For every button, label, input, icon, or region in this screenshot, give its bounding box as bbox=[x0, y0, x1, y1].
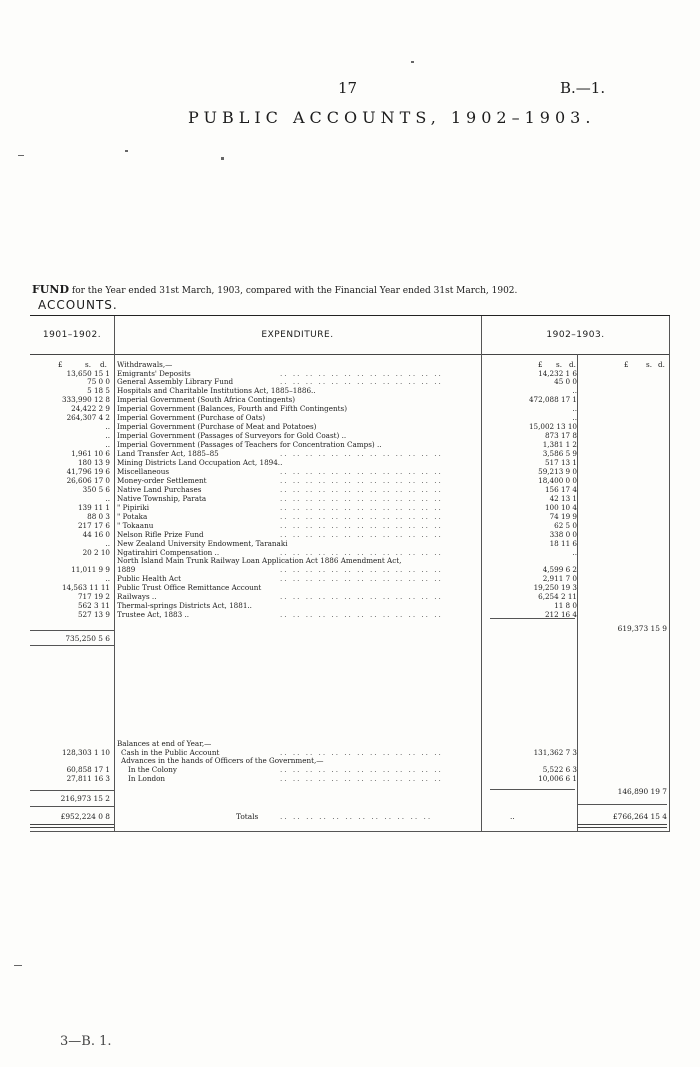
previous-year-amount: 350 5 6 bbox=[82, 484, 110, 494]
table-row bbox=[30, 531, 670, 540]
previous-year-amount: 128,303 1 10 bbox=[61, 747, 110, 757]
current-year-amount: 472,088 17 1 bbox=[528, 395, 577, 405]
row-description: In London bbox=[128, 774, 166, 784]
previous-year-amount: 13,650 15 1 bbox=[66, 368, 110, 378]
double-rule bbox=[30, 827, 114, 828]
previous-year-amount: 60,858 17 1 bbox=[66, 765, 110, 775]
row-description: Nelson Rifle Prize Fund bbox=[117, 529, 204, 539]
current-year-amount: 42 13 1 bbox=[549, 493, 577, 503]
current-year-amount: 10,006 6 1 bbox=[538, 774, 577, 784]
row-description: Imperial Government (Purchase of Oats) bbox=[117, 413, 266, 423]
previous-year-amount: .. bbox=[105, 574, 110, 584]
row-description: Ngatirahiri Compensation .. bbox=[117, 547, 220, 557]
previous-year-amount: 24,422 2 9 bbox=[71, 404, 110, 414]
leader-dots: .. .. .. .. .. .. .. .. .. .. .. .. .. bbox=[280, 450, 443, 459]
previous-year-amount: 88 0 3 bbox=[87, 511, 110, 521]
table-row bbox=[30, 522, 670, 531]
balances-total-current: 146,890 19 7 bbox=[617, 787, 667, 796]
previous-year-amount: 14,563 11 11 bbox=[61, 583, 110, 593]
current-year-amount: 18 11 6 bbox=[549, 538, 577, 548]
leader-dots: .. .. .. .. .. .. .. .. .. .. .. .. .. bbox=[280, 530, 443, 539]
pence-header: d. bbox=[658, 360, 665, 369]
double-rule bbox=[30, 824, 114, 825]
previous-year-amount: 217 17 6 bbox=[77, 520, 110, 530]
scan-speck bbox=[411, 61, 414, 63]
grand-total-previous: £952,224 0 8 bbox=[60, 812, 110, 821]
current-year-amount: 11 8 0 bbox=[554, 601, 577, 611]
previous-year-amount: 75 0 0 bbox=[87, 377, 110, 387]
pence-header: d. bbox=[569, 360, 576, 369]
scan-speck bbox=[221, 157, 224, 160]
current-year-amount: .. bbox=[572, 547, 577, 557]
balances-total-previous: 216,973 15 2 bbox=[60, 794, 110, 803]
leader-dots: .. .. .. .. .. .. .. .. .. .. .. .. bbox=[280, 812, 433, 821]
leader-dots: .. .. .. .. .. .. .. .. .. .. .. .. .. bbox=[280, 548, 443, 557]
previous-year-amount: 180 13 9 bbox=[77, 458, 110, 467]
document-reference: B.—1. bbox=[560, 79, 606, 97]
table-row bbox=[30, 513, 670, 522]
shilling-header: s. bbox=[556, 360, 562, 369]
previous-year-amount: 41,796 19 6 bbox=[66, 466, 110, 476]
expenditure-table bbox=[30, 315, 670, 832]
pound-header: £ bbox=[538, 360, 543, 369]
previous-year-amount: 20 2 10 bbox=[82, 547, 110, 557]
leader-dots: .. .. .. .. .. .. .. .. .. .. .. .. .. bbox=[280, 575, 443, 584]
subtotal-rule bbox=[30, 645, 114, 646]
leader-dots: .. .. .. .. .. .. .. .. .. .. .. .. .. bbox=[280, 485, 443, 494]
pound-header: £ bbox=[58, 360, 63, 369]
current-year-amount: 100 10 4 bbox=[544, 502, 577, 512]
previous-year-amount: .. bbox=[105, 493, 110, 503]
previous-year-amount: .. bbox=[105, 422, 110, 432]
current-year-amount: 1,381 1 2 bbox=[542, 440, 577, 450]
current-year-amount: 2,911 7 0 bbox=[542, 574, 577, 584]
column-header-1902-1903: 1902–1903. bbox=[481, 316, 670, 355]
grand-total-current: £766,264 15 4 bbox=[612, 812, 667, 821]
row-description: Advances in the hands of Officers of the Government,— bbox=[121, 756, 324, 766]
row-description: Thermal-springs Districts Act, 1881.. bbox=[117, 601, 252, 611]
current-year-amount: 873 17 8 bbox=[544, 431, 577, 441]
row-description: Cash in the Public Account bbox=[121, 747, 220, 757]
previous-year-amount: 1,961 10 6 bbox=[71, 449, 110, 459]
row-description: Imperial Government (Passages of Teachers for Concentration Camps) .. bbox=[117, 440, 382, 450]
row-description: 1889 bbox=[117, 565, 136, 575]
previous-year-amount: 11,011 9 9 bbox=[71, 565, 110, 575]
current-year-amount: 4,599 6 2 bbox=[542, 565, 577, 575]
fund-description: for the Year ended 31st March, 1903, compared with the Financial Year ended 31st March, 1902. bbox=[71, 286, 518, 296]
shilling-header: s. bbox=[646, 360, 652, 369]
current-year-amount: 5,522 6 3 bbox=[542, 765, 577, 775]
leader-dots: .. .. .. .. .. .. .. .. .. .. .. .. .. bbox=[280, 378, 443, 387]
current-year-amount: 3,586 5 9 bbox=[542, 449, 577, 459]
current-year-amount: 59,213 9 0 bbox=[538, 466, 577, 476]
current-year-amount: 338 0 0 bbox=[549, 529, 577, 539]
leader-dots: .. .. .. .. .. .. .. .. .. .. .. .. .. bbox=[280, 766, 443, 775]
row-description: Native Land Purchases bbox=[117, 484, 202, 494]
row-description: Imperial Government (South Africa Contingents) bbox=[117, 395, 296, 405]
row-description: " Tokaanu bbox=[117, 520, 154, 530]
row-description: " Pipiriki bbox=[117, 502, 150, 512]
row-description: Imperial Government (Passages of Surveyors for Gold Coast) .. bbox=[117, 431, 347, 441]
withdrawals-total-current: 619,373 15 9 bbox=[617, 624, 667, 633]
table-bottom-rule bbox=[30, 831, 670, 832]
pound-header: £ bbox=[624, 360, 629, 369]
previous-year-amount: 717 19 2 bbox=[77, 592, 110, 602]
leader-dots: .. .. .. .. .. .. .. .. .. .. .. .. .. bbox=[280, 476, 443, 485]
balances-header: Balances at end of Year,— bbox=[117, 739, 212, 748]
leader-dots: .. .. .. .. .. .. .. .. .. .. .. .. .. bbox=[280, 593, 443, 602]
fund-line bbox=[32, 283, 517, 296]
previous-year-amount: .. bbox=[105, 431, 110, 441]
subtotal-rule bbox=[490, 618, 575, 619]
previous-year-amount: .. bbox=[105, 538, 110, 548]
column-header-1901-1902: 1901–1902. bbox=[30, 316, 114, 355]
scan-speck bbox=[18, 155, 24, 156]
row-description: Railways .. bbox=[117, 592, 157, 602]
row-description: Public Health Act bbox=[117, 574, 181, 584]
current-year-amount: 18,400 0 0 bbox=[538, 475, 577, 485]
withdrawals-total-previous: 735,250 5 6 bbox=[65, 634, 110, 643]
previous-year-amount: 44 16 0 bbox=[82, 529, 110, 539]
row-description: Imperial Government (Purchase of Meat and Potatoes) bbox=[117, 422, 317, 432]
leader-dots: .. .. .. .. .. .. .. .. .. .. .. .. .. bbox=[280, 494, 443, 503]
leader-dots: .. .. .. .. .. .. .. .. .. .. .. .. .. bbox=[280, 521, 443, 530]
leader-dots: .. .. .. .. .. .. .. .. .. .. .. .. .. bbox=[280, 775, 443, 784]
fund-prefix: FUND bbox=[32, 283, 69, 296]
row-description: New Zealand University Endowment, Taranaki bbox=[117, 538, 288, 548]
previous-year-amount: 26,606 17 0 bbox=[66, 475, 110, 485]
leader-dots: .. .. .. .. .. .. .. .. .. .. .. .. .. bbox=[280, 503, 443, 512]
current-year-amount: .. bbox=[572, 386, 577, 396]
previous-year-amount: 139 11 1 bbox=[77, 502, 110, 512]
pence-header: d. bbox=[100, 360, 107, 369]
leader-dots: .. .. .. .. .. .. .. .. .. .. .. .. .. bbox=[280, 512, 443, 521]
current-year-amount: 14,232 1 6 bbox=[538, 368, 577, 378]
scan-speck bbox=[14, 965, 22, 966]
leader-dots: .. .. .. .. .. .. .. .. .. .. .. .. .. bbox=[280, 611, 443, 620]
row-description: Mining Districts Land Occupation Act, 1894.. bbox=[117, 458, 283, 467]
current-year-amount: 131,362 7 3 bbox=[533, 747, 577, 757]
subtotal-rule bbox=[30, 806, 114, 807]
row-description: Trustee Act, 1883 .. bbox=[117, 610, 190, 620]
row-description: Land Transfer Act, 1885–85 bbox=[117, 449, 219, 459]
previous-year-amount: 333,990 12 8 bbox=[61, 395, 110, 405]
scan-speck bbox=[125, 150, 128, 152]
row-description: Public Trust Office Remittance Account bbox=[117, 583, 262, 593]
current-year-amount: .. bbox=[572, 413, 577, 423]
current-year-amount: 6,254 2 11 bbox=[538, 592, 577, 602]
subtotal-rule bbox=[30, 790, 114, 791]
double-rule bbox=[577, 824, 667, 825]
column-header-expenditure: EXPENDITURE. bbox=[114, 316, 481, 355]
leader-dots: .. bbox=[510, 812, 515, 821]
row-description: Hospitals and Charitable Institutions Act, 1885–1886.. bbox=[117, 386, 316, 396]
section-title: ACCOUNTS. bbox=[38, 298, 118, 312]
subtotal-rule bbox=[30, 630, 114, 631]
current-year-amount: .. bbox=[572, 404, 577, 414]
totals-label: Totals bbox=[236, 812, 259, 821]
row-description: General Assembly Library Fund bbox=[117, 377, 234, 387]
previous-year-amount: .. bbox=[105, 440, 110, 450]
withdrawals-header: Withdrawals,— bbox=[117, 360, 173, 369]
previous-year-amount: 27,811 16 3 bbox=[66, 774, 110, 784]
current-year-amount: 517 13 1 bbox=[544, 458, 577, 467]
table-row bbox=[30, 540, 670, 549]
page-number: 17 bbox=[338, 79, 358, 97]
subtotal-rule bbox=[490, 789, 575, 790]
double-rule bbox=[577, 827, 667, 828]
row-description: Money-order Settlement bbox=[117, 475, 207, 485]
current-year-amount: 45 0 0 bbox=[554, 377, 577, 387]
leader-dots: .. .. .. .. .. .. .. .. .. .. .. .. .. bbox=[280, 369, 443, 378]
current-year-amount: 212 16 4 bbox=[544, 610, 577, 620]
leader-dots: .. .. .. .. .. .. .. .. .. .. .. .. .. bbox=[280, 467, 443, 476]
current-year-amount: 19,250 19 3 bbox=[533, 583, 577, 593]
previous-year-amount: 264,307 4 2 bbox=[66, 413, 110, 423]
row-description: Native Township, Parata bbox=[117, 493, 207, 503]
row-description: North Island Main Trunk Railway Loan Application Act 1886 Amendment Act, bbox=[117, 556, 402, 566]
row-description: Emigrants' Deposits bbox=[117, 368, 191, 378]
row-description: Miscellaneous bbox=[117, 466, 170, 476]
previous-year-amount: 5 18 5 bbox=[87, 386, 110, 396]
current-year-amount: 156 17 4 bbox=[544, 484, 577, 494]
subtotal-rule bbox=[577, 804, 667, 805]
current-year-amount: 62 5 0 bbox=[554, 520, 577, 530]
row-description: " Potaka bbox=[117, 511, 148, 521]
leader-dots: .. .. .. .. .. .. .. .. .. .. .. .. .. bbox=[280, 748, 443, 757]
footer-reference: 3—B. 1. bbox=[60, 1034, 112, 1049]
leader-dots: .. .. .. .. .. .. .. .. .. .. .. .. .. bbox=[280, 566, 443, 575]
table-row bbox=[30, 775, 670, 784]
current-year-amount: 74 19 9 bbox=[549, 511, 577, 521]
shilling-header: s. bbox=[85, 360, 91, 369]
page-title: PUBLIC ACCOUNTS, 1902–1903. bbox=[188, 108, 596, 127]
row-description: In the Colony bbox=[128, 765, 177, 775]
current-year-amount: 15,002 13 10 bbox=[528, 422, 577, 432]
previous-year-amount: 562 3 11 bbox=[77, 601, 110, 611]
row-description: Imperial Government (Balances, Fourth and Fifth Contingents) bbox=[117, 404, 348, 414]
previous-year-amount: 527 13 9 bbox=[77, 610, 110, 620]
